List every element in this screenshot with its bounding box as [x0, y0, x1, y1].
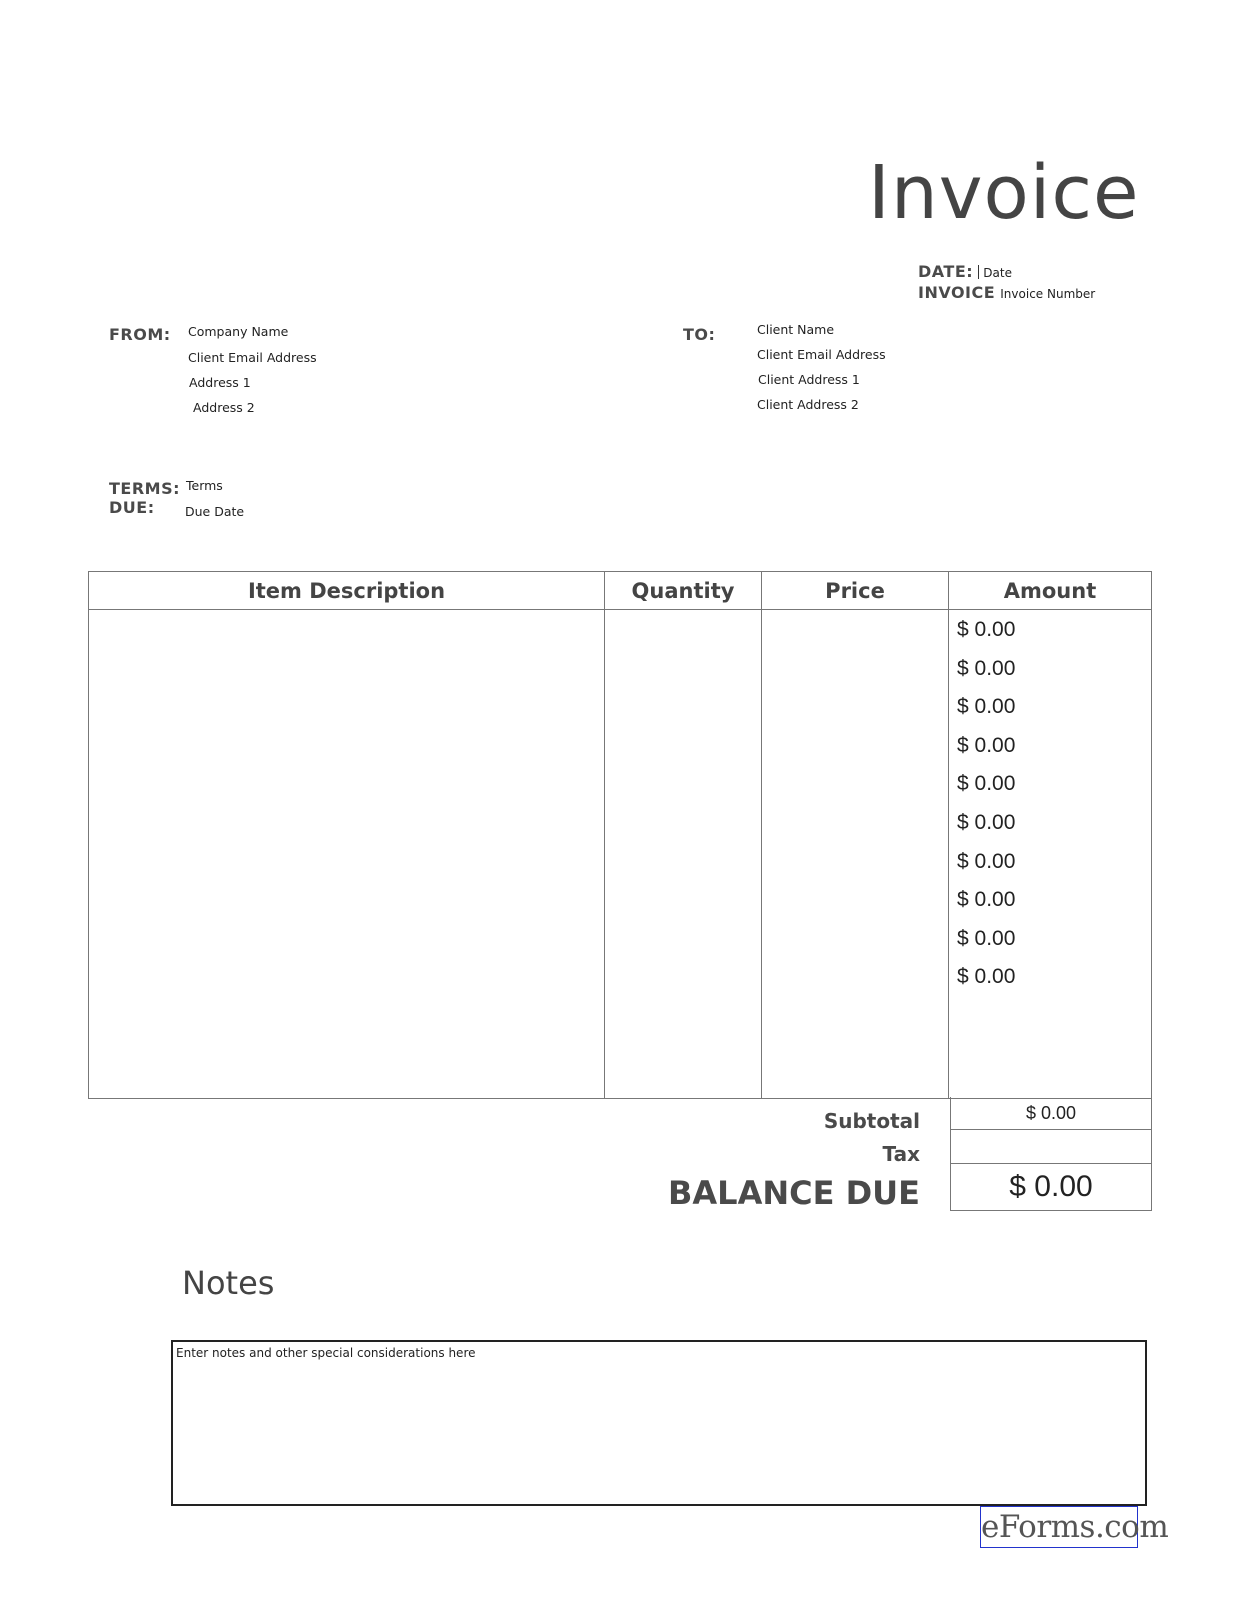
date-row — [918, 262, 1012, 281]
amount-cell: $ 0.00 — [957, 656, 1016, 680]
eforms-logo-link[interactable]: eForms.com — [980, 1506, 1138, 1548]
price-column[interactable] — [762, 610, 949, 1099]
from-email-field[interactable]: Client Email Address — [188, 350, 317, 365]
amount-cell: $ 0.00 — [957, 888, 1016, 912]
from-address1-field[interactable]: Address 1 — [189, 375, 251, 390]
header-item-description: Item Description — [89, 572, 605, 610]
notes-title: Notes — [182, 1264, 275, 1302]
from-label: FROM: — [109, 325, 171, 344]
date-label: DATE: — [918, 262, 974, 281]
subtotal-label: Subtotal — [823, 1109, 920, 1133]
table-body-row — [89, 610, 1152, 1099]
item-description-column[interactable] — [89, 610, 605, 1099]
header-amount: Amount — [949, 572, 1152, 610]
to-email-field[interactable]: Client Email Address — [757, 347, 886, 362]
invoice-number-field[interactable]: Invoice Number — [1000, 287, 1096, 301]
amount-cell: $ 0.00 — [957, 965, 1016, 989]
header-price: Price — [762, 572, 949, 610]
terms-field[interactable]: Terms — [186, 478, 223, 493]
invoice-title: Invoice — [868, 150, 1140, 236]
to-client-name-field[interactable]: Client Name — [757, 322, 835, 337]
quantity-column[interactable] — [605, 610, 762, 1099]
table-header-row — [89, 572, 1152, 610]
subtotal-value: $ 0.00 — [950, 1097, 1152, 1130]
amount-list — [949, 610, 1151, 1004]
items-table — [88, 571, 1152, 1099]
amount-cell: $ 0.00 — [957, 772, 1016, 796]
to-address1-field[interactable]: Client Address 1 — [758, 372, 860, 387]
tax-label: Tax — [882, 1142, 920, 1166]
tax-field[interactable] — [950, 1130, 1152, 1164]
amount-cell: $ 0.00 — [957, 695, 1016, 719]
amount-cell: $ 0.00 — [957, 926, 1016, 950]
amount-column — [949, 610, 1152, 1099]
to-label: TO: — [683, 325, 716, 344]
amount-cell: $ 0.00 — [957, 733, 1016, 757]
invoice-number-row — [918, 283, 1095, 302]
to-address2-field[interactable]: Client Address 2 — [757, 397, 859, 412]
from-address2-field[interactable]: Address 2 — [193, 400, 255, 415]
date-value: Date — [983, 266, 1012, 280]
amount-cell: $ 0.00 — [957, 810, 1016, 834]
amount-cell: $ 0.00 — [957, 618, 1016, 641]
invoice-number-label: INVOICE — [918, 283, 996, 302]
header-quantity: Quantity — [605, 572, 762, 610]
notes-textarea[interactable]: Enter notes and other special considerations here — [171, 1340, 1147, 1506]
date-field[interactable] — [978, 266, 1012, 280]
due-date-field[interactable]: Due Date — [185, 504, 245, 519]
terms-label: TERMS: — [109, 479, 181, 498]
balance-due-value: $ 0.00 — [950, 1164, 1152, 1211]
due-label: DUE: — [109, 498, 155, 517]
from-company-field[interactable]: Company Name — [188, 324, 289, 339]
balance-due-label: BALANCE DUE — [668, 1174, 920, 1212]
text-cursor — [978, 265, 979, 279]
amount-cell: $ 0.00 — [957, 849, 1016, 873]
